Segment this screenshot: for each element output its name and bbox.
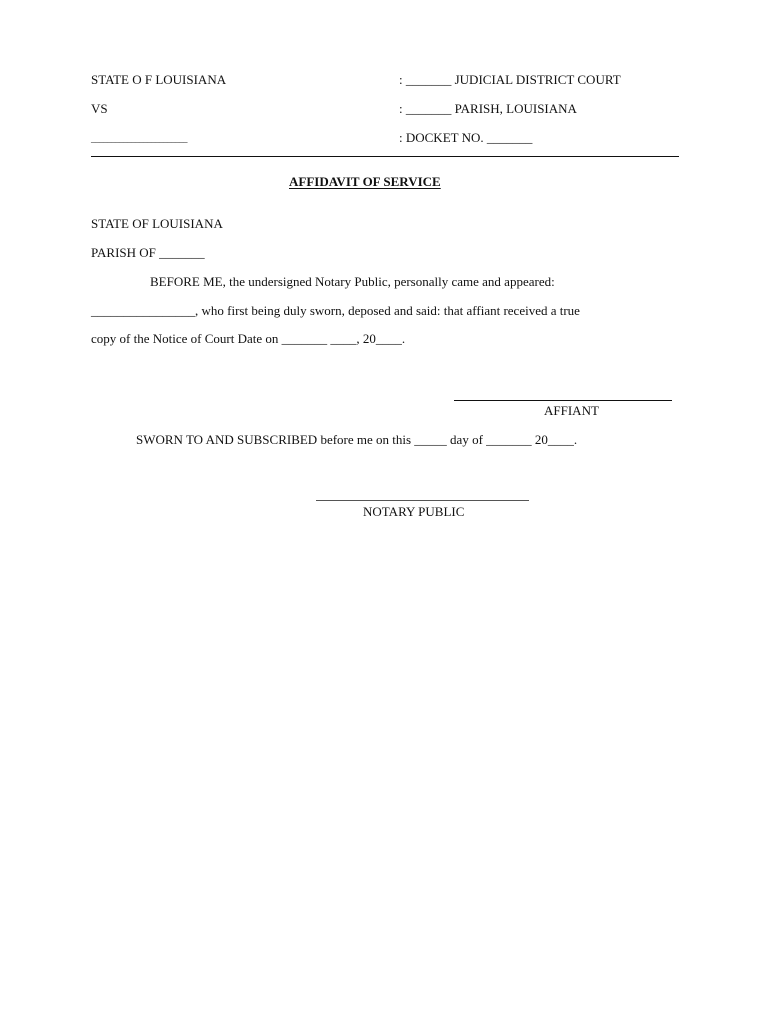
- caption-court: : _______ JUDICIAL DISTRICT COURT: [399, 72, 621, 87]
- venue-parish: PARISH OF _______: [91, 245, 205, 260]
- body-line-3: copy of the Notice of Court Date on _______ ____, 20____.: [91, 331, 406, 346]
- document-title: AFFIDAVIT OF SERVICE: [289, 174, 441, 189]
- jurat-text: SWORN TO AND SUBSCRIBED before me on this _____ day of _______ 20____.: [136, 432, 578, 447]
- caption-parish: : _______ PARISH, LOUISIANA: [399, 101, 577, 116]
- affiant-label: AFFIANT: [544, 403, 599, 418]
- body-line-2: ________________, who first being duly sworn, deposed and said: that affiant received a true: [91, 303, 580, 318]
- caption-party-blank: ________________________: [91, 134, 187, 144]
- caption-vs: VS: [91, 101, 108, 116]
- notary-label: NOTARY PUBLIC: [363, 504, 465, 519]
- notary-signature-line: [316, 500, 529, 501]
- caption-state: STATE O F LOUISIANA: [91, 72, 227, 87]
- caption-separator: [91, 156, 679, 157]
- affiant-signature-line: [454, 400, 672, 401]
- venue-state: STATE OF LOUISIANA: [91, 216, 223, 231]
- caption-docket: : DOCKET NO. _______: [399, 130, 533, 145]
- body-line-1: BEFORE ME, the undersigned Notary Public, personally came and appeared:: [150, 274, 555, 289]
